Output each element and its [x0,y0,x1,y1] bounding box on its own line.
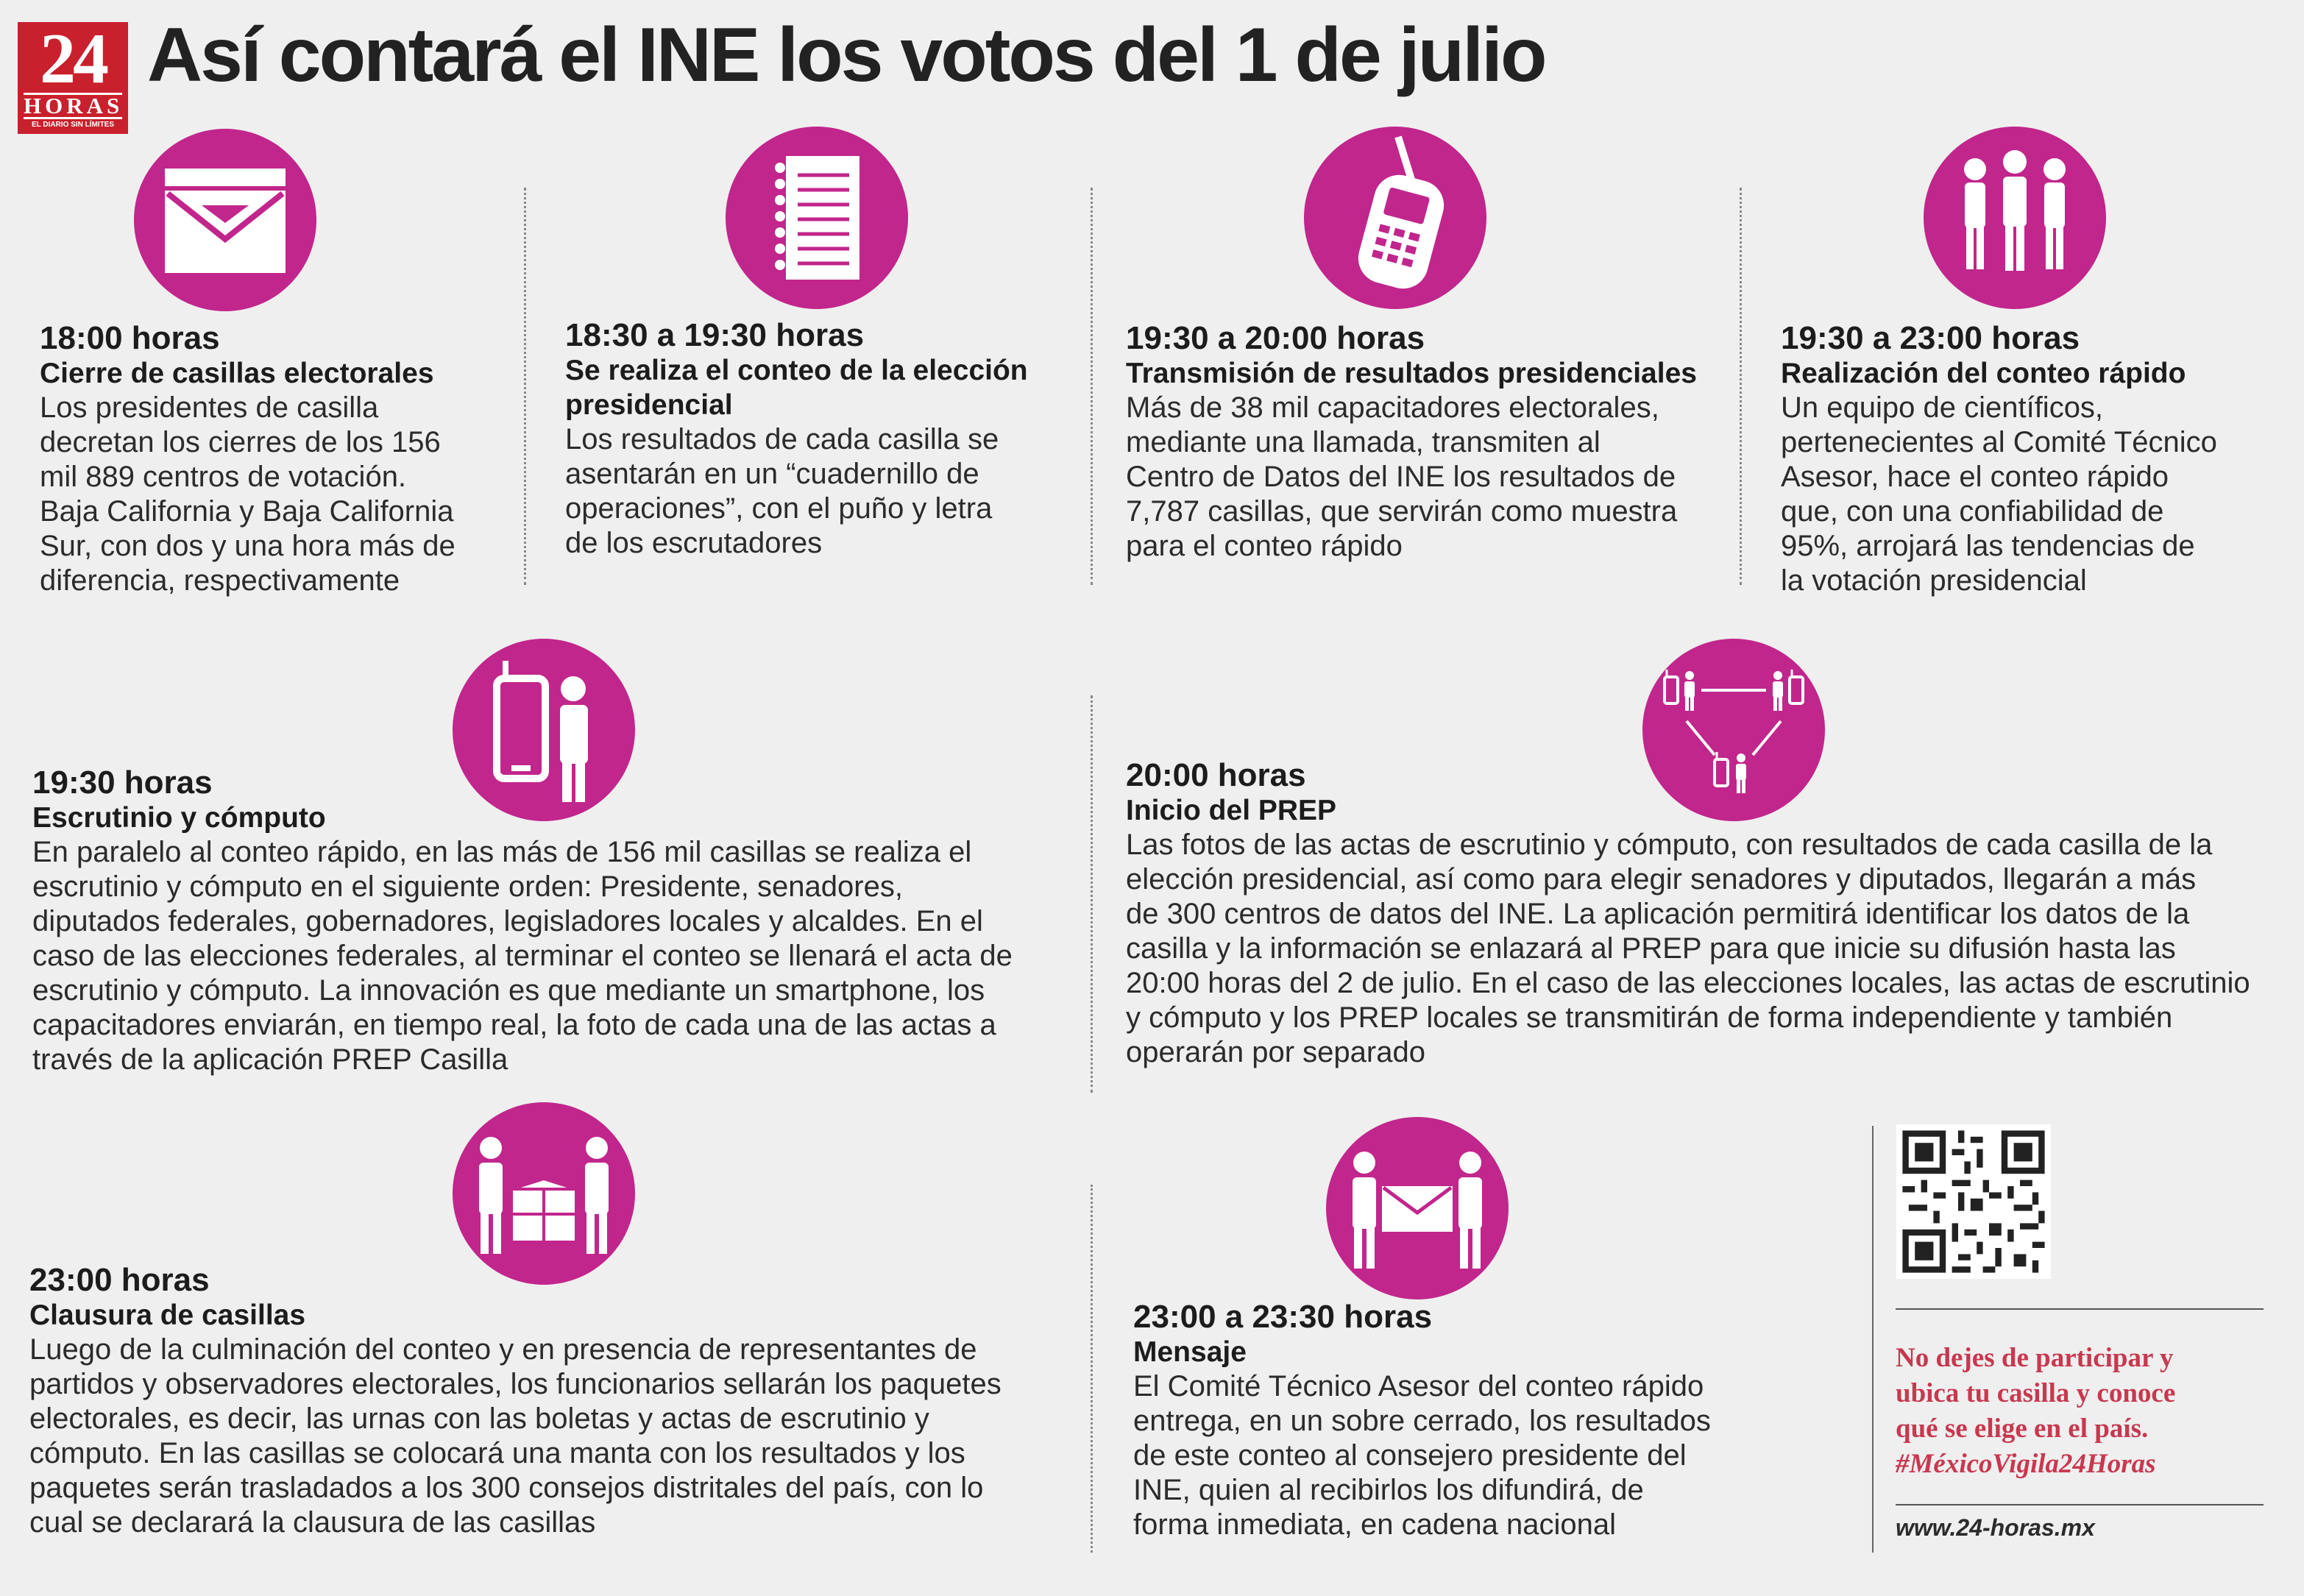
step-escrutinio [32,765,1077,1077]
step-line: Centro de Datos del INE los resultados de [1126,461,1676,493]
step-line: cual se declarará la clausura de las casillas [29,1506,596,1539]
step-conteo-presidencial [565,318,1080,561]
step-time: 20:00 horas [1126,757,1306,793]
envelope-people-icon [1326,1117,1509,1299]
step-line: escrutinio y cómputo. La innovación es que mediante un smartphone, los [32,974,985,1007]
step-line: través de la aplicación PREP Casilla [32,1043,508,1076]
step-line: Luego de la culminación del conteo y en presencia de representantes de [29,1333,977,1366]
step-mensaje [1133,1299,1840,1542]
step-line: El Comité Técnico Asesor del conteo rápido [1133,1370,1704,1402]
step-line: para el conteo rápido [1126,530,1403,562]
divider [1740,188,1742,585]
step-time: 19:30 a 20:00 horas [1126,320,1425,356]
step-time: 23:00 a 23:30 horas [1133,1299,1433,1335]
step-line: de 300 centros de datos del INE. La aplicación permitirá identificar los datos de la [1126,898,2190,930]
step-heading: Clausura de casillas [29,1299,306,1331]
website-link[interactable]: www.24-horas.mx [1896,1514,2095,1541]
step-line: escrutinio y cómputo en el siguiente orden: Presidente, senadores, [32,870,903,903]
step-line: diputados federales, gobernadores, legisladores locales y alcaldes. En el [32,905,983,937]
step-line: decretan los cierres de los 156 [40,426,441,458]
step-line: mediante una llamada, transmiten al [1126,426,1601,458]
step-line: capacitadores enviarán, en tiempo real, la foto de cada una de las actas a [32,1009,996,1041]
logo-word: HORAS [24,93,124,118]
step-heading: Se realiza el conteo de la elección [565,355,1028,386]
step-clausura [29,1263,1074,1540]
mobile-phone-icon [1304,127,1486,309]
step-line: Un equipo de científicos, [1781,391,2104,424]
step-line: de este conteo al consejero presidente del [1133,1439,1687,1472]
divider [1872,1126,1874,1553]
step-line: operarán por separado [1126,1036,1425,1068]
step-heading: Mensaje [1133,1336,1247,1368]
step-line: forma inmediata, en cadena nacional [1133,1508,1616,1541]
step-heading: Realización del conteo rápido [1781,358,2186,389]
step-line: Las fotos de las actas de escrutinio y cómputo, con resultados de cada casilla de la [1126,829,2213,861]
step-time: 18:00 horas [40,320,220,356]
step-time: 19:30 a 23:00 horas [1781,320,2080,356]
divider [524,188,526,585]
step-line: asentarán en un “cuadernillo de [565,458,979,490]
step-line: Los resultados de cada casilla se [565,423,999,455]
ballot-box-icon [134,129,316,311]
step-line: 95%, arrojará las tendencias de [1781,530,2195,562]
step-line: partidos y observadores electorales, los funcionarios sellarán los paquetes [29,1368,1002,1400]
step-line: la votación presidencial [1781,564,2087,597]
step-heading: Inicio del PREP [1126,795,1337,826]
promo-line: ubica tu casilla y conoce [1896,1378,2176,1408]
qr-code[interactable] [1896,1124,2052,1279]
promo-text [1896,1341,2249,1482]
step-line: pertenecientes al Comité Técnico [1781,426,2217,458]
step-line: mil 889 centros de votación. [40,461,407,493]
step-line: 20:00 horas del 2 de julio. En el caso de las elecciones locales, las actas de escrutinio [1126,967,2250,999]
step-heading: Cierre de casillas electorales [40,358,434,389]
promo-hashtag[interactable]: #MéxicoVigila24Horas [1896,1449,2156,1479]
step-line: entrega, en un sobre cerrado, los resultados [1133,1405,1711,1437]
promo-line: qué se elige en el país. [1896,1414,2149,1444]
step-heading: presidencial [565,389,733,421]
divider [1091,1185,1093,1553]
step-line: En paralelo al conteo rápido, en las más de 156 mil casillas se realiza el [32,836,972,868]
step-line: casilla y la información se enlazará al PREP para que inicie su difusión hasta las [1126,932,2176,965]
step-line: Baja California y Baja California [40,495,454,528]
step-line: elección presidencial, así como para elegir senadores y diputados, llegarán a más [1126,863,2197,895]
group-people-icon [1924,127,2106,309]
step-time: 18:30 a 19:30 horas [565,317,865,353]
step-line: 7,787 casillas, que servirán como muestra [1126,495,1678,528]
step-heading: Transmisión de resultados presidenciales [1126,358,1697,389]
step-line: y cómputo y los PREP locales se transmitirán de forma independiente y también [1126,1001,2173,1034]
step-heading: Escrutinio y cómputo [32,802,326,834]
step-line: operaciones”, con el puño y letra [565,492,993,525]
step-line: Asesor, hace el conteo rápido [1781,461,2169,493]
boxes-people-icon [453,1102,635,1285]
step-prep [1126,758,2289,1070]
step-transmision [1126,321,1729,564]
step-cierre [40,321,511,598]
divider [1896,1308,2264,1310]
logo-tagline: EL DIARIO SIN LÍMITES [31,121,115,129]
step-line: electorales, es decir, las urnas con las boletas y actas de escrutinio y [29,1402,929,1435]
step-line: INE, quien al recibirlos los difundirá, de [1133,1474,1644,1506]
step-time: 23:00 horas [29,1262,210,1298]
divider [1091,695,1093,1093]
step-line: Sur, con dos y una hora más de [40,530,456,562]
logo-number: 24 [40,19,106,99]
step-line: cómputo. En las casillas se colocará una manta con los resultados y los [29,1437,965,1469]
step-line: que, con una confiabilidad de [1781,495,2164,528]
step-conteo-rapido [1781,321,2281,598]
step-line: Los presidentes de casilla [40,391,379,424]
logo [18,19,128,134]
step-line: paquetes serán trasladados a los 300 consejos distritales del país, con lo [29,1472,984,1504]
divider [1091,188,1093,585]
step-time: 19:30 horas [32,765,213,801]
step-line: caso de las elecciones federales, al terminar el conteo se llenará el acta de [32,940,1013,972]
page-title: Así contará el INE los votos del 1 de julio [147,13,1545,98]
step-line: Más de 38 mil capacitadores electorales, [1126,391,1659,424]
step-line: diferencia, respectivamente [40,564,400,597]
promo-line: No dejes de participar y [1896,1343,2174,1373]
divider [1896,1504,2264,1505]
step-line: de los escrutadores [565,527,823,559]
notebook-icon [726,127,908,309]
